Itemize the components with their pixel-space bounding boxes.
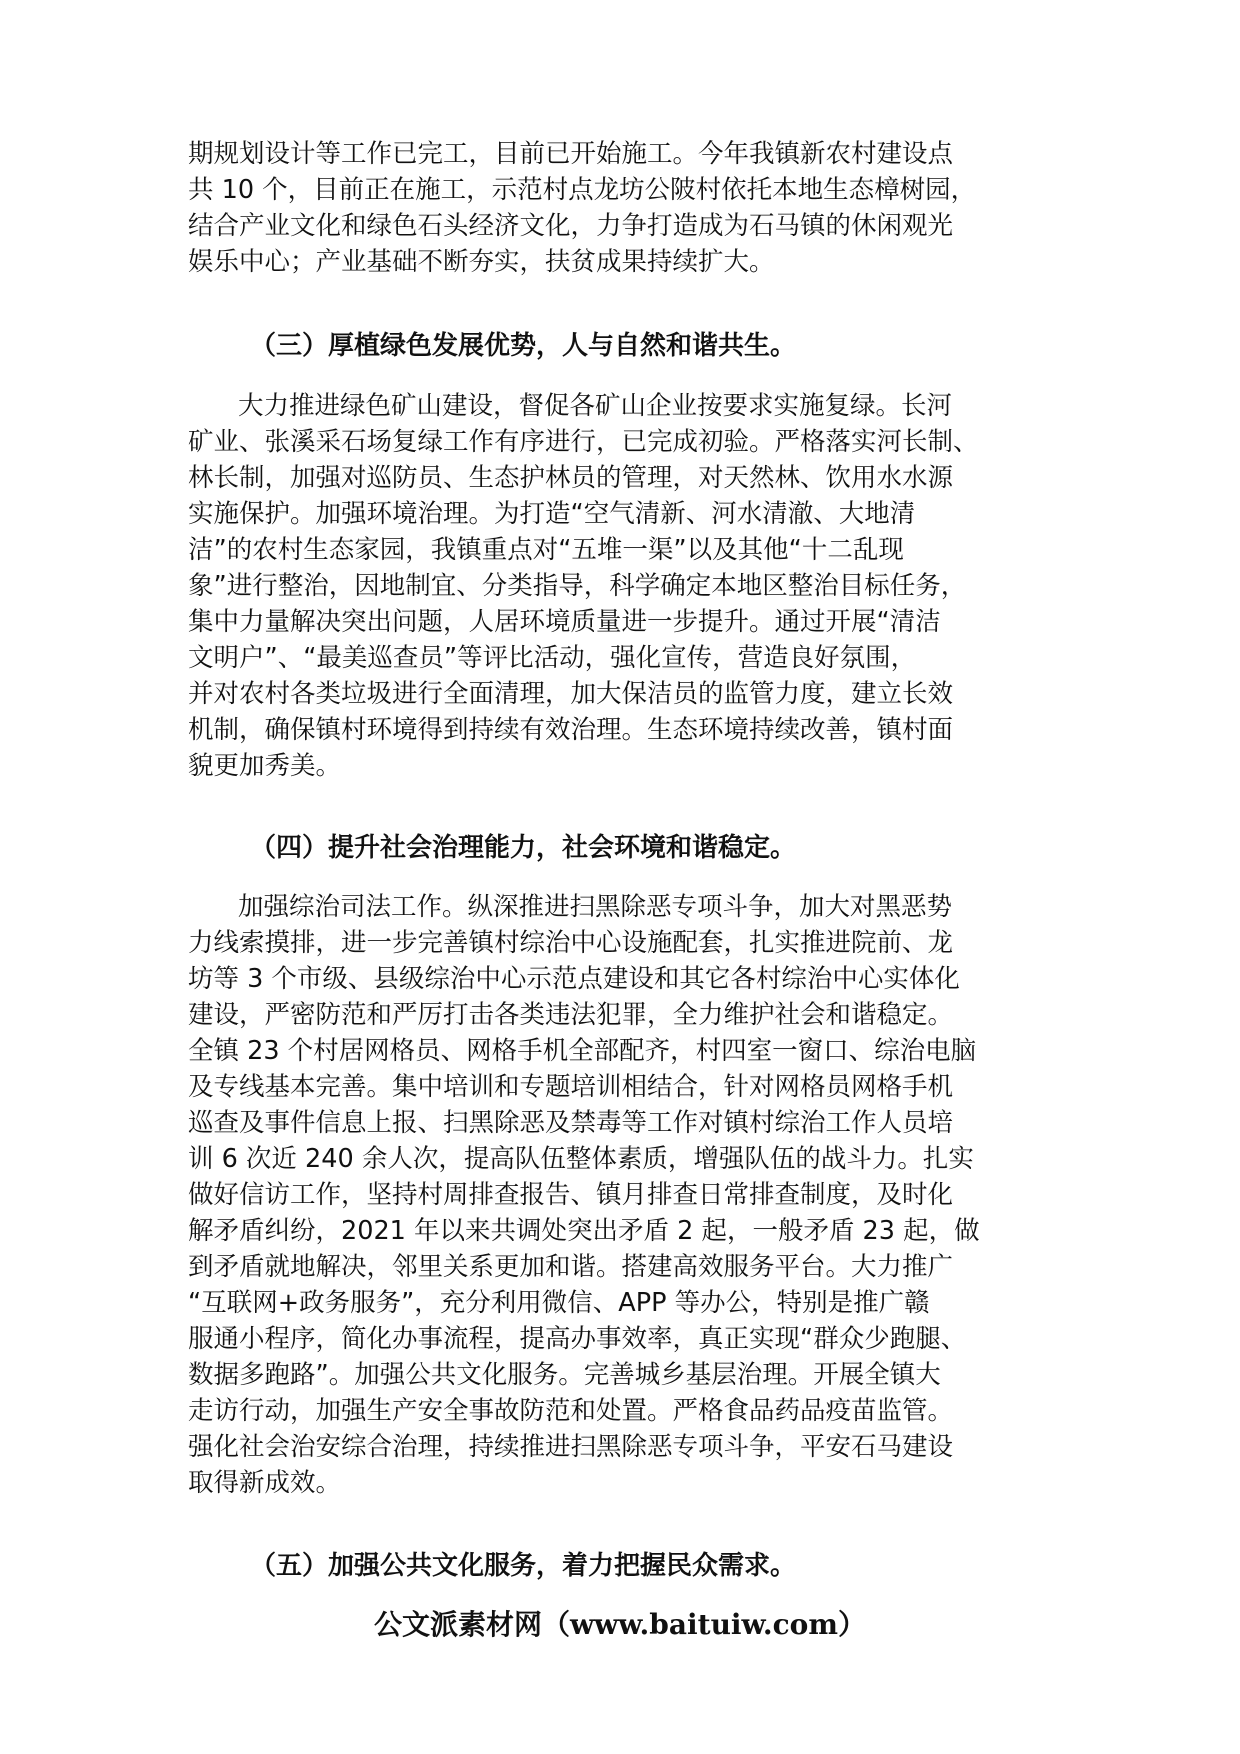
paragraph-line: 全镇 23 个村居网格员、网格手机全部配齐，村四室一窗口、综治电脑 bbox=[188, 1036, 977, 1066]
paragraph-line: 大力推进绿色矿山建设，督促各矿山企业按要求实施复绿。长河 bbox=[238, 391, 953, 421]
paragraph-line: 做好信访工作，坚持村周排查报告、镇月排查日常排查制度，及时化 bbox=[188, 1180, 954, 1210]
paragraph-line: 貌更加秀美。 bbox=[188, 751, 342, 781]
paragraph-line: 象”进行整治，因地制宜、分类指导，科学确定本地区整治目标任务， bbox=[188, 571, 967, 601]
paragraph-line: 结合产业文化和绿色石头经济文化，力争打造成为石马镇的休闲观光 bbox=[188, 211, 954, 241]
paragraph-line: “互联网+政务服务”，充分利用微信、APP 等办公，特别是推广赣 bbox=[188, 1288, 930, 1318]
paragraph-line: 取得新成效。 bbox=[188, 1468, 342, 1498]
paragraph-line: 共 10 个，目前正在施工，示范村点龙坊公陂村依托本地生态樟树园， bbox=[188, 175, 977, 205]
paragraph-line: 巡查及事件信息上报、扫黑除恶及禁毒等工作对镇村综治工作人员培 bbox=[188, 1108, 954, 1138]
section-heading-5: （五）加强公共文化服务，着力把握民众需求。 bbox=[250, 1551, 797, 1581]
paragraph-line: 到矛盾就地解决，邻里关系更加和谐。搭建高效服务平台。大力推广 bbox=[188, 1252, 954, 1282]
paragraph-line: 及专线基本完善。集中培训和专题培训相结合，针对网格员网格手机 bbox=[188, 1072, 954, 1102]
footer-watermark: 公文派素材网（www.baituiw.com） bbox=[374, 1608, 866, 1641]
paragraph-line: 矿业、张溪采石场复绿工作有序进行，已完成初验。严格落实河长制、 bbox=[188, 427, 979, 457]
paragraph-line: 坊等 3 个市级、县级综治中心示范点建设和其它各村综治中心实体化 bbox=[188, 964, 960, 994]
paragraph-line: 文明户”、“最美巡查员”等评比活动，强化宣传，营造良好氛围， bbox=[188, 643, 917, 673]
paragraph-line: 训 6 次近 240 余人次，提高队伍整体素质，增强队伍的战斗力。扎实 bbox=[188, 1144, 974, 1174]
paragraph-line: 机制，确保镇村环境得到持续有效治理。生态环境持续改善，镇村面 bbox=[188, 715, 954, 745]
paragraph-line: 数据多跑路”。加强公共文化服务。完善城乡基层治理。开展全镇大 bbox=[188, 1360, 941, 1390]
paragraph-line: 走访行动，加强生产安全事故防范和处置。严格食品药品疫苗监管。 bbox=[188, 1396, 954, 1426]
paragraph-line: 建设，严密防范和严厉打击各类违法犯罪，全力维护社会和谐稳定。 bbox=[188, 1000, 954, 1030]
paragraph-line: 洁”的农村生态家园，我镇重点对“五堆一渠”以及其他“十二乱现 bbox=[188, 535, 904, 565]
paragraph-line: 力线索摸排，进一步完善镇村综治中心设施配套，扎实推进院前、龙 bbox=[188, 928, 954, 958]
paragraph-line: 林长制，加强对巡防员、生态护林员的管理，对天然林、饮用水水源 bbox=[188, 463, 954, 493]
paragraph-line: 强化社会治安综合治理，持续推进扫黑除恶专项斗争，平安石马建设 bbox=[188, 1432, 954, 1462]
paragraph-line: 娱乐中心；产业基础不断夯实，扶贫成果持续扩大。 bbox=[188, 247, 775, 277]
paragraph-line: 期规划设计等工作已完工，目前已开始施工。今年我镇新农村建设点 bbox=[188, 139, 954, 169]
paragraph-line: 实施保护。加强环境治理。为打造“空气清新、河水清澈、大地清 bbox=[188, 499, 916, 529]
paragraph-line: 加强综治司法工作。纵深推进扫黑除恶专项斗争，加大对黑恶势 bbox=[238, 892, 953, 922]
paragraph-line: 服通小程序，简化办事流程，提高办事效率，真正实现“群众少跑腿、 bbox=[188, 1324, 967, 1354]
paragraph-line: 并对农村各类垃圾进行全面清理，加大保洁员的监管力度，建立长效 bbox=[188, 679, 954, 709]
section-heading-3: （三）厚植绿色发展优势，人与自然和谐共生。 bbox=[250, 331, 797, 361]
section-heading-4: （四）提升社会治理能力，社会环境和谐稳定。 bbox=[250, 833, 797, 863]
paragraph-line: 集中力量解决突出问题，人居环境质量进一步提升。通过开展“清洁 bbox=[188, 607, 941, 637]
paragraph-line: 解矛盾纠纷，2021 年以来共调处突出矛盾 2 起，一般矛盾 23 起，做 bbox=[188, 1216, 980, 1246]
